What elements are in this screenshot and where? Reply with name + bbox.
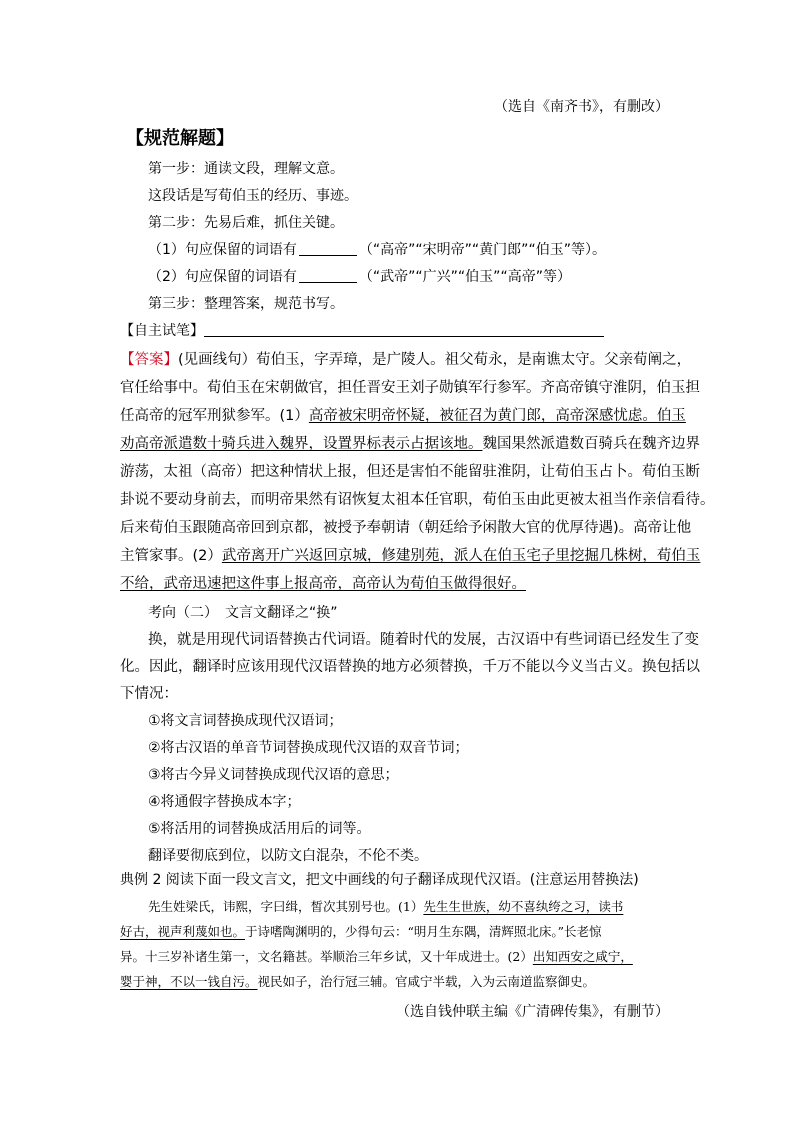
- answer-line-2: 官任给事中。荀伯玉在宋朝做官，担任晋安王刘子勋镇军行参军。齐高帝镇守淮阴，伯玉担: [120, 380, 700, 396]
- list-item-3: ③将古今异义词替换成现代汉语的意思；: [148, 767, 399, 783]
- answer-line-9: 不给，武帝迅速把这件事上报高帝，高帝认为荀伯玉做得很好。: [120, 576, 526, 592]
- list-item-2: ②将古汉语的单音节词替换成现代汉语的双音节词；: [148, 740, 469, 756]
- self-try-row: [120, 321, 604, 341]
- fill-blank-1[interactable]: [299, 241, 357, 256]
- answer-line-1: 【答案】(见画线句）荀伯玉，字弄璋，是广陵人。祖父荀永，是南谯太守。父亲荀阐之，: [120, 352, 692, 368]
- para-1-line-3: 下情况：: [120, 686, 178, 702]
- source-citation-2: （选自钱仲联主编《广清碑传集》，有删节）: [396, 1004, 669, 1020]
- classical-line-3: 异。十三岁补诸生第一，文名籍甚。举顺治三年乡试，又十年成进士。(2）出知西安之咸宁，: [120, 949, 633, 964]
- classical-line-2: 好古，视声利蔑如也。于诗嗜陶渊明的，少得句云：“明月生东隅，清辉照北床。”长老惊: [120, 924, 602, 939]
- self-try-answer-line[interactable]: [204, 322, 604, 337]
- classical-line-1: 先生姓梁氏，讳熙，字曰缉，皙次其别号也。(1）先生生世族，幼不喜纨绔之习，读书: [148, 899, 624, 914]
- section-heading: 【规范解题】: [126, 128, 234, 149]
- example-prompt: 典例 2 阅读下面一段文言文，把文中画线的句子翻译成现代汉语。(注意运用替换法): [120, 872, 639, 888]
- para-2: 翻译要彻底到位，以防文白混杂，不伦不类。: [148, 848, 428, 864]
- list-item-1: ①将文言词替换成现代汉语词；: [148, 713, 343, 729]
- answer-line-3: 任高帝的冠军刑狱参军。(1）高帝被宋明帝怀疑，被征召为黄门郎，高帝深感忧虑。伯玉: [120, 408, 686, 424]
- source-citation-1: （选自《南齐书》，有删改）: [494, 99, 669, 115]
- para-1-line-2: 化。因此，翻译时应该用现代汉语替换的地方必须替换，千万不能以今义当古义。换包括以: [120, 659, 700, 675]
- para-1-line-1: 换，就是用现代词语替换古代词语。随着时代的发展，古汉语中有些词语已经发生了变: [148, 632, 699, 648]
- step-1-desc: 这段话是写荀伯玉的经历、事迹。: [148, 188, 358, 204]
- list-item-4: ④将通假字替换成本字；: [148, 794, 301, 810]
- answer-label: 【答案】: [120, 352, 178, 368]
- step-3: 第三步：整理答案，规范书写。: [148, 296, 344, 312]
- answer-line-6: 卦说不要动身前去，而明帝果然有诏恢复太祖本任官职，荀伯玉由此更被太祖当作亲信看待。: [120, 492, 715, 508]
- list-item-5: ⑤将活用的词替换成活用后的词等。: [148, 821, 371, 837]
- fill-blank-2[interactable]: [299, 268, 357, 283]
- classical-line-4: 婴于神，不以一钱自污。视民如子，治行冠三辅。官咸宁半载，入为云南道监察御史。: [120, 974, 596, 989]
- item-2-prefix: （2）句应保留的词语有: [148, 269, 297, 285]
- item-1-suffix: （“高帝”“宋明帝”“黄门郎”“伯玉”等）。: [358, 242, 606, 258]
- item-2: [148, 267, 571, 287]
- kaoxiang-heading: 考向（二） 文言文翻译之“换”: [148, 605, 338, 621]
- item-2-suffix: （“武帝”“广兴”“伯玉”“高帝”等）: [358, 269, 571, 285]
- answer-line-7: 后来荀伯玉跟随高帝回到京都，被授予奉朝请（朝廷给予闲散大官的优厚待遇)。高帝让他: [120, 520, 692, 536]
- answer-line-4: 劝高帝派遣数十骑兵进入魏界，设置界标表示占据该地。魏国果然派遣数百骑兵在魏齐边界: [120, 436, 700, 452]
- step-1: 第一步：通读文段，理解文意。: [148, 161, 344, 177]
- self-try-label: 【自主试笔】: [120, 323, 204, 339]
- answer-line-5: 游荡，太祖（高帝）把这种情状上报，但还是害怕不能留驻淮阴，让荀伯玉占卜。荀伯玉断: [120, 464, 700, 480]
- item-1: [148, 240, 606, 260]
- step-2: 第二步：先易后难，抓住关键。: [148, 215, 344, 231]
- item-1-prefix: （1）句应保留的词语有: [148, 242, 297, 258]
- answer-line-8: 主管家事。(2）武帝离开广兴返回京城，修建别苑，派人在伯玉宅子里挖掘几株树，荀伯玉: [120, 548, 701, 564]
